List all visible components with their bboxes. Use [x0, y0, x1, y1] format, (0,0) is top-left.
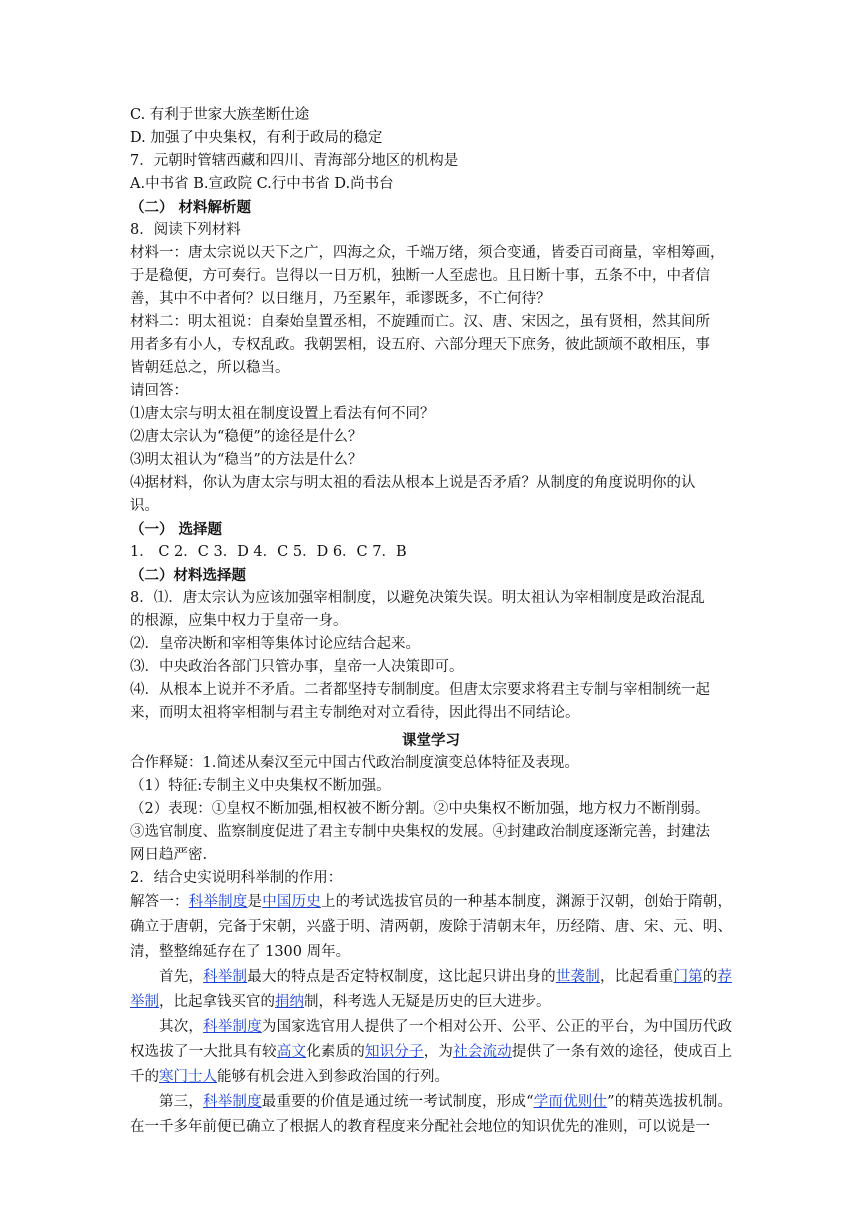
cooperation-question1: 合作释疑：1.简述从秦汉至元中国古代政治制度演变总体特征及表现。: [130, 755, 579, 771]
hyperlink[interactable]: 知识分子: [365, 1044, 424, 1060]
material1-line3: 善，其中不中者何？以日继月，乃至累年，乖谬既多，不亡何待？: [130, 291, 551, 307]
answer8-part2: ⑵．皇帝决断和宰相等集体讨论应结合起来。: [130, 636, 420, 652]
q8-stem: 8．阅读下列材料: [130, 222, 241, 238]
hyperlink[interactable]: 高文: [276, 1044, 307, 1060]
answer8-part4-line2: 来，而明太祖将宰相制与君主专制绝对对立看待，因此得出不同结论。: [130, 705, 580, 721]
answers-section2-title: （二）材料选择题: [130, 567, 246, 584]
material1-line1: 材料一：唐太宗说以天下之广，四海之众，千端万绪，须合变通，皆委百司商量，宰相筹画，: [130, 245, 725, 261]
answer8-part3: ⑶．中央政治各部门只管办事，皇帝一人决策即可。: [130, 659, 464, 675]
q7-stem: 7．元朝时管辖西藏和四川、青海部分地区的机构是: [130, 153, 459, 169]
performance-line1: （2）表现：①皇权不断加强,相权被不断分割。②中央集权不断加强，地方权力不断削弱。: [130, 801, 710, 817]
paragraph-text: ，比起看重: [599, 969, 674, 985]
material2-line2: 用者多有小人，专权乱政。我朝罢相，设五府、六部分理天下庶务，彼此颉颃不敢相压，事: [130, 337, 710, 353]
question-part2: ⑵唐太宗认为“稳便”的途径是什么？: [130, 429, 363, 445]
question-part3: ⑶明太祖认为“稳当”的方法是什么？: [130, 452, 363, 468]
hyperlink[interactable]: 捐纳: [275, 994, 304, 1010]
paragraph-text: ”的精英选拔机制。在一千多年前便已确立了根据人的教育程度来分配社会地位的知识优先的准则，可以说是一: [130, 1094, 733, 1135]
material2-line1: 材料二：明太祖说：自秦始皇置丞相，不旋踵而亡。汉、唐、宋因之，虽有贤相，然其间所: [130, 314, 710, 330]
question-part4-line2: 识。: [130, 498, 159, 514]
hyperlink[interactable]: 科举制: [203, 969, 248, 985]
paragraph-text: ，比起拿钱买官的: [159, 994, 275, 1010]
answers-choice: 1． C 2．C 3．D 4．C 5．D 6．C 7．B: [130, 544, 407, 560]
hyperlink[interactable]: 门第: [673, 969, 703, 985]
answer-prompt: 请回答：: [130, 383, 188, 399]
paragraph-text: 制，科考选人无疑是历史的巨大进步。: [304, 994, 551, 1010]
answer8-part4-line1: ⑷．从根本上说并不矛盾。二者都坚持专制制度。但唐太宗要求将君主专制与宰相制统一起: [130, 682, 710, 698]
essay-paragraph-2: [130, 965, 732, 1015]
q7-options: A.中书省 B.宣政院 C.行中书省 D.尚书台: [130, 176, 394, 192]
paragraph-text: ，为: [423, 1044, 454, 1060]
cooperation-question2: 2．结合史实说明科举制的作用：: [130, 870, 343, 886]
paragraph-text: 首先，: [159, 969, 204, 985]
material1-line2: 于是稳便，方可奏行。岂得以一日万机，独断一人至虑也。且日断十事，五条不中，中者信: [130, 268, 710, 284]
paragraph-text: 提供了一条有效的途径，使成百上千的: [130, 1044, 732, 1085]
paragraph-text: 能够有机会进入到参政治国的行列。: [217, 1069, 449, 1085]
hyperlink[interactable]: 社会流动: [453, 1044, 512, 1060]
section2-title: （二） 材料解析题: [130, 199, 252, 216]
feature-text: （1）特征:专制主义中央集权不断加强。: [130, 778, 391, 794]
hyperlink[interactable]: 荐举制: [130, 969, 733, 1010]
paragraph-text: 最大的特点是否定特权制度，这比起只讲出身的: [247, 969, 556, 985]
material2-line3: 皆朝廷总之，所以稳当。: [130, 360, 290, 376]
paragraph-text: 解答一：: [130, 894, 189, 910]
paragraph-text: 最重要的价值是通过统一考试制度，形成“: [261, 1094, 534, 1110]
hyperlink[interactable]: 世袭制: [555, 969, 600, 985]
paragraph-text: 其次，: [159, 1019, 204, 1035]
q6-option-d: D. 加强了中央集权，有利于政局的稳定: [130, 130, 383, 146]
hyperlink[interactable]: 学而优则仕: [533, 1094, 608, 1110]
hyperlink[interactable]: 中国历史: [262, 894, 321, 910]
essay-paragraph-1: [130, 890, 732, 965]
class-study-heading: 课堂学习: [402, 732, 460, 749]
essay-paragraph-4: [130, 1090, 732, 1140]
paragraph-text: 第三，: [159, 1094, 204, 1110]
performance-line3: 网日趋严密.: [130, 847, 208, 863]
answers-section1-title: （一） 选择题: [130, 521, 223, 538]
performance-line2: ③选官制度、监察制度促进了君主专制中央集权的发展。④封建政治制度逐渐完善，封建法: [130, 824, 710, 840]
paragraph-text: 化素质的: [306, 1044, 365, 1060]
answer8-part1-line1: 8．⑴．唐太宗认为应该加强宰相制度，以避免决策失误。明太祖认为宰相制度是政治混乱: [130, 590, 705, 606]
question-part4-line1: ⑷据材料，你认为唐太宗与明太祖的看法从根本上说是否矛盾？从制度的角度说明你的认: [130, 475, 696, 491]
question-part1: ⑴唐太宗与明太祖在制度设置上看法有何不同？: [130, 406, 435, 422]
paragraph-text: 上的考试选拔官员的一种基本制度，渊源于汉朝，创始于隋朝，确立于唐朝，完备于宋朝，兴盛于明、清两朝，废除于清朝末年，历经隋、唐、宋、元、明、清，整整绵延存在了 1300 周年。: [130, 894, 732, 960]
hyperlink[interactable]: 科举制度: [203, 1094, 262, 1110]
answer8-part1-line2: 的根源，应集中权力于皇帝一身。: [130, 613, 348, 629]
hyperlink[interactable]: 科举制度: [203, 1019, 262, 1035]
hyperlink[interactable]: 寒门士人: [159, 1069, 217, 1085]
paragraph-text: 是: [247, 894, 263, 910]
document-page: [130, 104, 732, 1140]
q6-option-c: C. 有利于世家大族垄断仕途: [130, 107, 310, 123]
paragraph-text: 为国家选官用人提供了一个相对公开、公平、公正的平台，为中国历代政权选拔了一大批具有较: [130, 1019, 733, 1060]
essay-paragraph-3: [130, 1015, 732, 1090]
hyperlink[interactable]: 科举制度: [188, 894, 248, 910]
paragraph-text: 的: [702, 969, 718, 985]
